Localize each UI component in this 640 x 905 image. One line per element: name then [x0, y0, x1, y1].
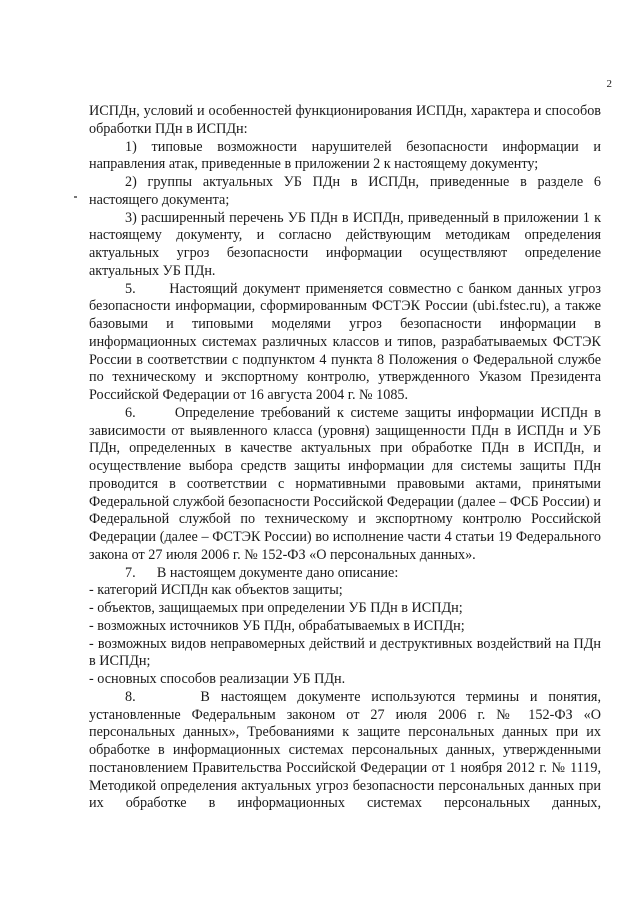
- scan-artifact-dot: [74, 196, 77, 198]
- list-item-3: 3) расширенный перечень УБ ПДн в ИСПДн, приведенный в приложении 1 к настоящему документу, и согласно действующим методикам определения актуальных угроз безопасности информации осуществляют определение актуальных УБ ПДн.: [89, 209, 601, 279]
- clause-5: 5. Настоящий документ применяется совместно с банком данных угроз безопасности информации, сформированным ФСТЭК России (ubi.fstec.ru), а также базовыми и типовыми моделями угроз безопасности информации в информационных системах различных классов и типов, разрабатываемых ФСТЭК России в соответствии с подпунктом 4 пункта 8 Положения о Федеральной службе по техническому и экспортному контролю, утвержденного Указом Президента Российской Федерации от 16 августа 2004 г. № 1085.: [89, 280, 601, 403]
- description-item-methods: - основных способов реализации УБ ПДн.: [89, 671, 346, 687]
- clause-7: 7. В настоящем документе дано описание:: [125, 564, 399, 581]
- description-item-sources: - возможных источников УБ ПДн, обрабатываемых в ИСПДн;: [89, 617, 465, 634]
- paragraph-continuation: ИСПДн, условий и особенностей функционирования ИСПДн, характера и способов обработки ПДн в ИСПДн:: [89, 103, 601, 137]
- description-item-actions: - возможных видов неправомерных действий и деструктивных воздействий на ПДн в ИСПДн;: [89, 635, 601, 670]
- list-item-2: 2) группы актуальных УБ ПДн в ИСПДн, приведенные в разделе 6 настоящего документа;: [89, 174, 601, 208]
- clause-6: 6. Определение требований к системе защиты информации ИСПДн в зависимости от выявленного класса (уровня) защищенности ПДн в ИСПДн и УБ ПДн, определенных в качестве актуальных при обработке ПДн в ИСПДн, и осуществление выбора средств защиты информации для системы защиты ПДн проводится в соответствии с нормативными правовыми актами, принятыми Федеральной службой безопасности Российской Федерации (далее – ФСБ России) и Федеральной службой по техническому и экспортному контролю Российской Федерации (далее – ФСТЭК России) во исполнение части 4 статьи 19 Федерального закона от 27 июля 2006 г. № 152-ФЗ «О персональных данных».: [89, 404, 601, 563]
- clause-8: 8. В настоящем документе используются термины и понятия, установленные Федеральным законом от 27 июля 2006 г. № 152-ФЗ «О персональных данных», Требованиями к защите персональных данных при их обработке в информационных системах персональных данных, утвержденными постановлением Правительства Российской Федерации от 1 ноября 2012 г. № 1119, Методикой определения актуальных угроз безопасности персональных данных при их обработке в информационных системах персональных данных,: [89, 688, 601, 812]
- description-item-categories: - категорий ИСПДн как объектов защиты;: [89, 582, 343, 599]
- page-number: 2: [606, 78, 612, 90]
- description-item-objects: - объектов, защищаемых при определении УБ ПДн в ИСПДн;: [89, 600, 463, 616]
- list-item-1: 1) типовые возможности нарушителей безопасности информации и направления атак, приведенные в приложении 2 к настоящему документу;: [89, 138, 601, 173]
- document-body: [89, 103, 601, 813]
